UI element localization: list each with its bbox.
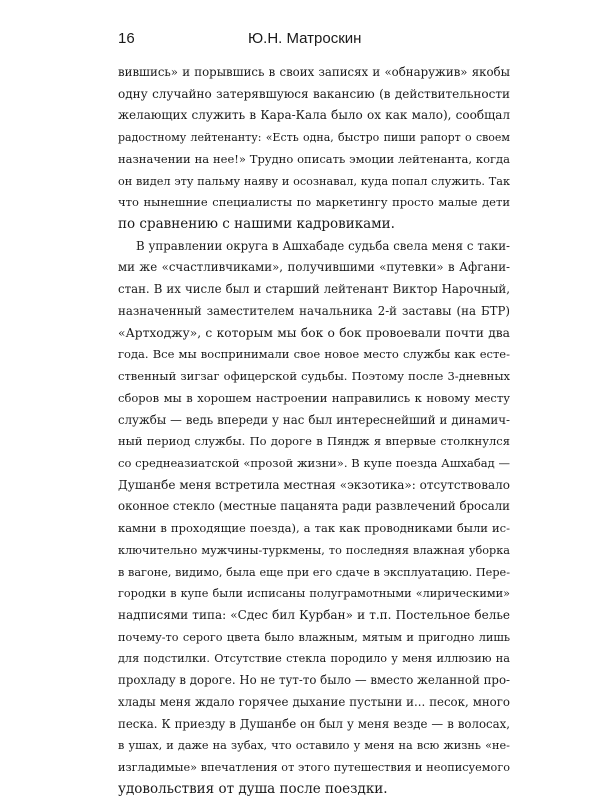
text-line: надписями типа: «Сдес бил Курбан» и т.п. Постельное белье [118, 607, 510, 622]
text-line: песка. К приезду в Душанбе он был у меня везде — в волосах, [118, 716, 510, 731]
text-line: ный период службы. По дороге в Пяндж я впервые столкнулся [118, 434, 510, 449]
page-number: 16 [118, 30, 135, 47]
text-line: ственный зигзаг офицерской судьбы. Поэтому после 3-дневных [118, 369, 510, 384]
running-head-author: Ю.Н. Матроскин [248, 30, 362, 47]
paragraph-2 [118, 236, 510, 800]
text-line: В управлении округа в Ашхабаде судьба свела меня с таки- [136, 238, 510, 253]
text-line: желающих служить в Кара-Кала было ох как мало), сообщал [118, 108, 510, 123]
paragraph-1 [118, 62, 510, 236]
text-line: сборов мы в хорошем настроении направились к новому месту [118, 390, 510, 405]
text-line: прохладу в дороге. Но не тут-то было — вместо желанной про- [118, 673, 510, 688]
text-line: назначенный заместителем начальника 2-й заставы (на БТР) [118, 303, 510, 318]
text-line: что нынешние специалисты по маркетингу просто малые дети [118, 195, 510, 210]
text-line: хлады меня ждало горячее дыхание пустыни и... песок, много [118, 694, 510, 709]
text-line: по сравнению с нашими кадровиками. [118, 216, 395, 233]
text-line: со среднеазиатской «прозой жизни». В купе поезда Ашхабад — [118, 455, 510, 470]
text-line: ми же «счастливчиками», получившими «путевки» в Афгани- [118, 260, 510, 275]
text-line: оконное стекло (местные пацанята ради развлечений бросали [118, 499, 510, 514]
text-line: ключительно мужчины-туркмены, то последняя влажная уборка [118, 543, 510, 557]
text-line: «Артходжу», с которым мы бок о бок провоевали почти два [118, 325, 510, 340]
text-line: городки в купе были исписаны полуграмотными «лирическими» [118, 587, 510, 601]
text-line: вившись» и порывшись в своих записях и «обнаружив» якобы [118, 65, 510, 79]
text-line: Душанбе меня встретила местная «экзотика»: отсутствовало [118, 477, 510, 492]
text-line: удовольствия от душа после поездки. [118, 780, 388, 797]
text-line: года. Все мы воспринимали свое новое место службы как есте- [118, 347, 510, 362]
text-line: изгладимые» впечатления от этого путешествия и неописуемого [118, 761, 510, 774]
text-line: службы — ведь впереди у нас был интереснейший и динамич- [118, 412, 510, 427]
text-line: для подстилки. Отсутствие стекла породило у меня иллюзию на [118, 652, 510, 666]
text-line: в ушах, и даже на зубах, что оставило у меня на всю жизнь «не- [118, 739, 510, 753]
text-line: назначении на нее!» Трудно описать эмоции лейтенанта, когда [118, 151, 510, 166]
text-line: одну случайно затерявшуюся вакансию (в действительности [118, 86, 510, 101]
text-line: радостному лейтенанту: «Есть одна, быстро пиши рапорт о своем [118, 131, 510, 145]
body-text [118, 62, 510, 800]
text-line: стан. В их числе был и старший лейтенант Виктор Нарочный, [118, 282, 510, 297]
running-header [118, 30, 510, 50]
text-line: камни в проходящие поезда), а так как проводниками были ис- [118, 521, 510, 536]
text-line: он видел эту пальму наяву и осознавал, куда попал служить. Так [118, 174, 510, 188]
text-line: в вагоне, видимо, была еще при его сдаче в эксплуатацию. Пере- [118, 565, 510, 579]
text-line: почему-то серого цвета было влажным, мятым и пригодно лишь [118, 630, 510, 644]
